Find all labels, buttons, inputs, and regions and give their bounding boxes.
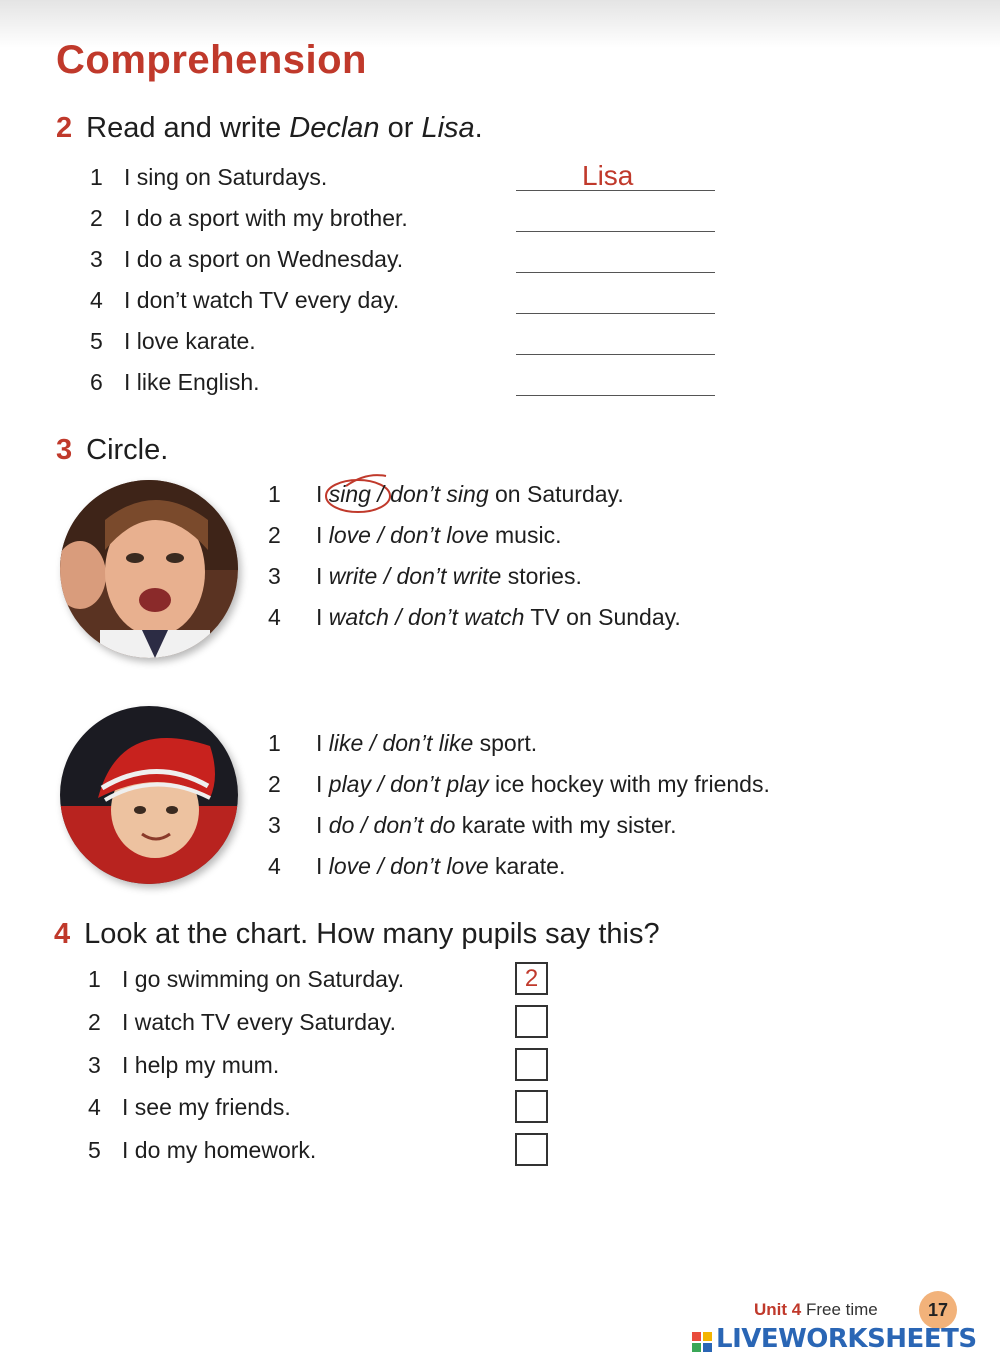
list-item: 3 I help my mum. [88, 1052, 280, 1078]
exercise-number: 2 [56, 112, 73, 144]
list-item: 2 I watch TV every Saturday. [88, 1009, 396, 1035]
answer-box-5[interactable] [515, 1133, 548, 1166]
watermark-text: LIVEWORKSHEETS [716, 1324, 977, 1354]
exercise-2-heading: 2 Read and write Declan or Lisa. [56, 112, 483, 144]
list-item: 2 I do a sport with my brother. [90, 205, 408, 231]
answer-field-1[interactable] [516, 190, 715, 191]
answer-box-4[interactable] [515, 1090, 548, 1123]
exercise-number: 4 [54, 918, 71, 950]
answer-field-2[interactable] [516, 231, 715, 232]
list-item: 4 I don’t watch TV every day. [90, 287, 400, 313]
circle-item: 3 I do / don’t do karate with my sister. [268, 812, 677, 838]
page-number: 17 [919, 1291, 957, 1329]
photo-singing-girl [60, 480, 238, 658]
page-title: Comprehension [56, 38, 367, 82]
answer-field-6[interactable] [516, 395, 715, 396]
circle-item: 4 I love / don’t love karate. [268, 853, 566, 879]
exercise-4-heading: 4 Look at the chart. How many pupils say this? [54, 918, 660, 950]
circle-item: 2 I love / don’t love music. [268, 522, 562, 548]
answer-box-3[interactable] [515, 1048, 548, 1081]
option-2[interactable]: don’t watch [408, 604, 525, 630]
list-item: 5 I do my homework. [88, 1137, 317, 1163]
answer-field-4[interactable] [516, 313, 715, 314]
answer-field-3[interactable] [516, 272, 715, 273]
list-item: 6 I like English. [90, 369, 260, 395]
list-item: 3 I do a sport on Wednesday. [90, 246, 404, 272]
option-2[interactable]: don’t do [373, 812, 456, 838]
list-item: 5 I love karate. [90, 328, 256, 354]
option-2[interactable]: don’t like [382, 730, 474, 756]
option-1[interactable]: do [328, 812, 355, 838]
option-1[interactable]: play [328, 771, 371, 797]
option-2[interactable]: don’t sing [390, 481, 489, 507]
photo-boy-red-hat [60, 706, 238, 884]
option-1[interactable]: like [328, 730, 364, 756]
footer-unit-label: Unit 4 Free time [754, 1300, 878, 1319]
list-item: 4 I see my friends. [88, 1094, 291, 1120]
option-2[interactable]: don’t write [396, 563, 502, 589]
circle-item: 4 I watch / don’t watch TV on Sunday. [268, 604, 681, 630]
answer-field-5[interactable] [516, 354, 715, 355]
circle-item: 3 I write / don’t write stories. [268, 563, 582, 589]
option-1[interactable]: sing [328, 481, 371, 507]
option-2[interactable]: don’t love [390, 853, 489, 879]
answer-box-2[interactable] [515, 1005, 548, 1038]
answer-box-1[interactable]: 2 [515, 962, 548, 995]
option-1[interactable]: love [328, 522, 371, 548]
circle-item: 1 I sing / don’t sing on Saturday. [268, 481, 624, 507]
exercise-number: 3 [56, 434, 73, 466]
option-2[interactable]: don’t love [390, 522, 489, 548]
list-item: 1 I sing on Saturdays. [90, 164, 328, 190]
answer-text-1: Lisa [582, 160, 634, 191]
exercise-3-heading: 3 Circle. [56, 434, 169, 466]
circle-item: 2 I play / don’t play ice hockey with my friends. [268, 771, 770, 797]
circle-item: 1 I like / don’t like sport. [268, 730, 538, 756]
option-1[interactable]: watch [328, 604, 389, 630]
option-1[interactable]: love [328, 853, 371, 879]
option-1[interactable]: write [328, 563, 378, 589]
option-2[interactable]: don’t play [390, 771, 489, 797]
list-item: 1 I go swimming on Saturday. [88, 966, 405, 992]
